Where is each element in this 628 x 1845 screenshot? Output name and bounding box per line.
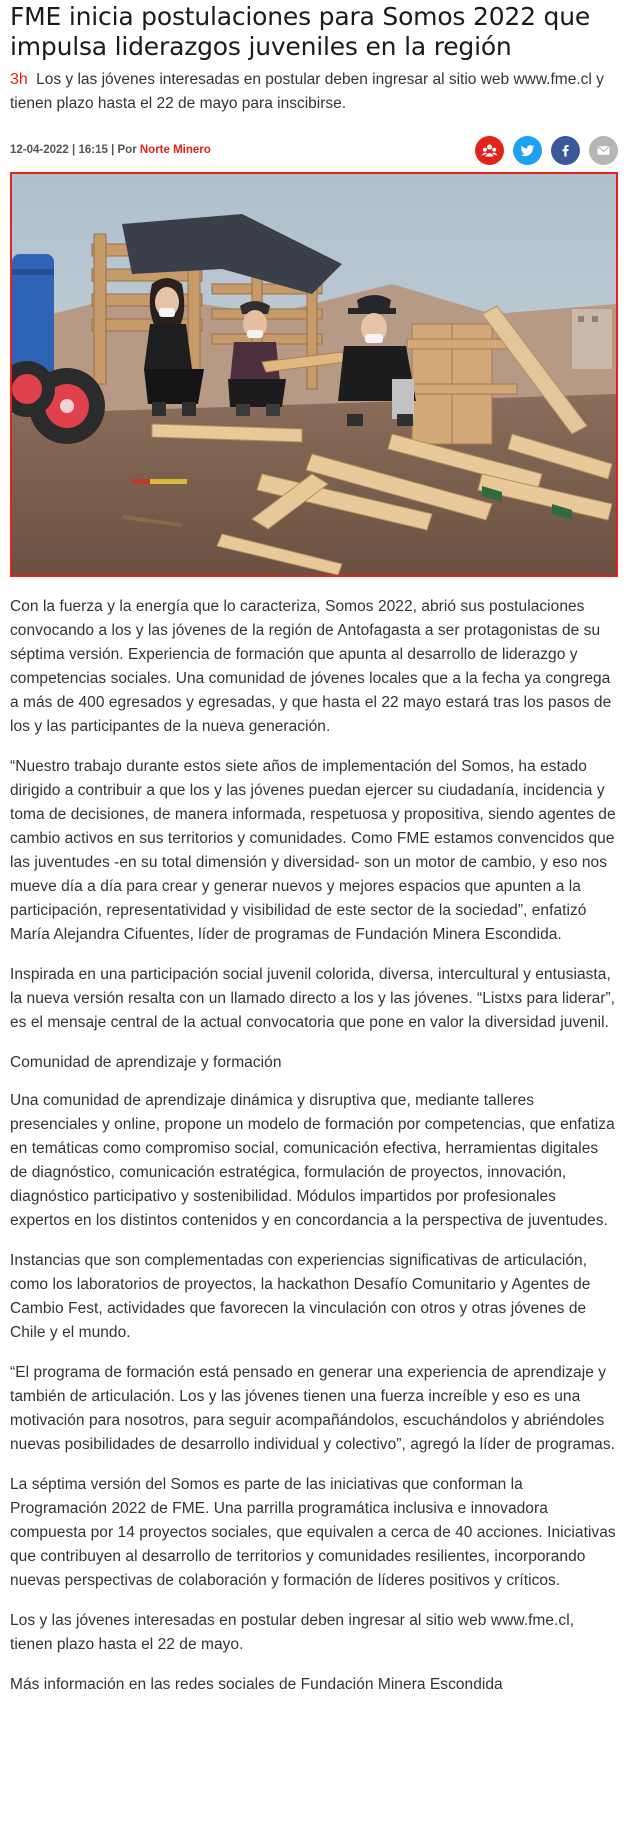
community-icon: [481, 142, 498, 159]
meta-row: [10, 130, 618, 170]
photo-illustration: [12, 174, 616, 575]
mail-share-button[interactable]: [589, 136, 618, 165]
community-share-button[interactable]: [475, 136, 504, 165]
meta-separator: |: [111, 144, 115, 156]
author-link[interactable]: Norte Minero: [139, 144, 211, 156]
article-age: 3h: [10, 71, 28, 88]
article-paragraph: “Nuestro trabajo durante estos siete años de implementación del Somos, ha estado dirigido a contribuir a que los y las jóvenes puedan ejercer su ciudadanía, incidencia y toma de decisiones, de manera informada, respetuosa y propositiva, siendo agentes de cambio activos en sus territorios y comunidades. Como FME estamos convencidos que las juventudes -en su total dimensión y diversidad- son un motor de cambio, y eso nos mueve día a día para crear y generar nuevos y mejores espacios que apunten a la participación, representatividad y visibilidad de este sector de la sociedad”, enfatizó María Alejandra Cifuentes, líder de programas de Fundación Minera Escondida.: [10, 758, 616, 943]
article-paragraph: La séptima versión del Somos es parte de las iniciativas que conforman la Programación 2022 de FME. Una parrilla programática inclusiva e innovadora compuesta por 14 proyectos sociales, que equivalen a cerca de 40 acciones. Iniciativas que contribuyen al desarrollo de territorios y comunidades resilientes, incorporando nuevas perspectivas de colaboración y formación de líderes positivos y críticos.: [10, 1476, 616, 1589]
twitter-icon: [519, 142, 536, 159]
facebook-share-button[interactable]: [551, 136, 580, 165]
article-title: FME inicia postulaciones para Somos 2022 que impulsa liderazgos juveniles en la región: [10, 2, 591, 61]
article-paragraph: Instancias que son complementadas con experiencias significativas de articulación, como los laboratorios de proyectos, la hackathon Desafío Comunitario y Agentes de Cambio Fest, actividades que favorecen la vinculación con otros y otras jóvenes de Chile y el mundo.: [10, 1252, 591, 1341]
twitter-share-button[interactable]: [513, 136, 542, 165]
mail-icon: [595, 142, 612, 159]
article-body: [10, 595, 618, 1697]
meta-separator: |: [72, 144, 76, 156]
article-meta: [10, 144, 211, 156]
article-date: 12-04-2022: [10, 144, 69, 156]
article-paragraph: Inspirada en una participación social juvenil colorida, diversa, intercultural y entusiasta, la nueva versión resalta con un llamado directo a los y las jóvenes. “Listxs para liderar”, es el mensaje central de la actual convocatoria que pone en valor la diversidad juvenil.: [10, 966, 616, 1031]
article-photo: [10, 172, 618, 577]
article-paragraph: Más información en las redes sociales de Fundación Minera Escondida: [10, 1676, 503, 1693]
by-label: Por: [117, 144, 137, 156]
article-time: 16:15: [78, 144, 108, 156]
article-paragraph: Los y las jóvenes interesadas en postular deben ingresar al sitio web www.fme.cl, tienen plazo hasta el 22 de mayo.: [10, 1612, 575, 1653]
article-paragraph: Con la fuerza y la energía que lo caracteriza, Somos 2022, abrió sus postulaciones convocando a los y las jóvenes de la región de Antofagasta a ser protagonistas de su séptima versión. Experiencia de formación que apunta al desarrollo de liderazgo y competencias sociales. Una comunidad de jóvenes locales que a la fecha ya congrega a más de 400 egresados y egresadas, y que hasta el 22 mayo estará tras los pasos de los y las participantes de la nueva generación.: [10, 598, 612, 735]
article-lead: [10, 68, 618, 116]
article-paragraph: Una comunidad de aprendizaje dinámica y disruptiva que, mediante talleres presenciales y online, propone un modelo de formación por competencias, que enfatiza en temáticas como compromiso social, comunicación efectiva, herramientas digitales de diagnóstico, comunicación estratégica, formulación de proyectos, innovación, diagnóstico participativo y sostenibilidad. Módulos impartidos por profesionales expertos en los distintos contenidos y en concordancia a la perspectiva de juventudes.: [10, 1092, 615, 1229]
article-lead-text: Los y las jóvenes interesadas en postular deben ingresar al sitio web www.fme.cl y tienen plazo hasta el 22 de mayo para inscibirse.: [10, 71, 604, 112]
article-paragraph: “El programa de formación está pensado en generar una experiencia de aprendizaje y también de articulación. Los y las jóvenes tienen una fuerza increíble y eso es una motivación para nosotros, para seguir acompañándolos, escuchándolos y abriéndoles nuevas posibilidades de desarrollo individual y colectivo”, agregó la líder de programas.: [10, 1364, 615, 1453]
section-subheading: Comunidad de aprendizaje y formación: [10, 1054, 282, 1071]
share-bar: [475, 136, 618, 165]
facebook-icon: [557, 142, 574, 159]
